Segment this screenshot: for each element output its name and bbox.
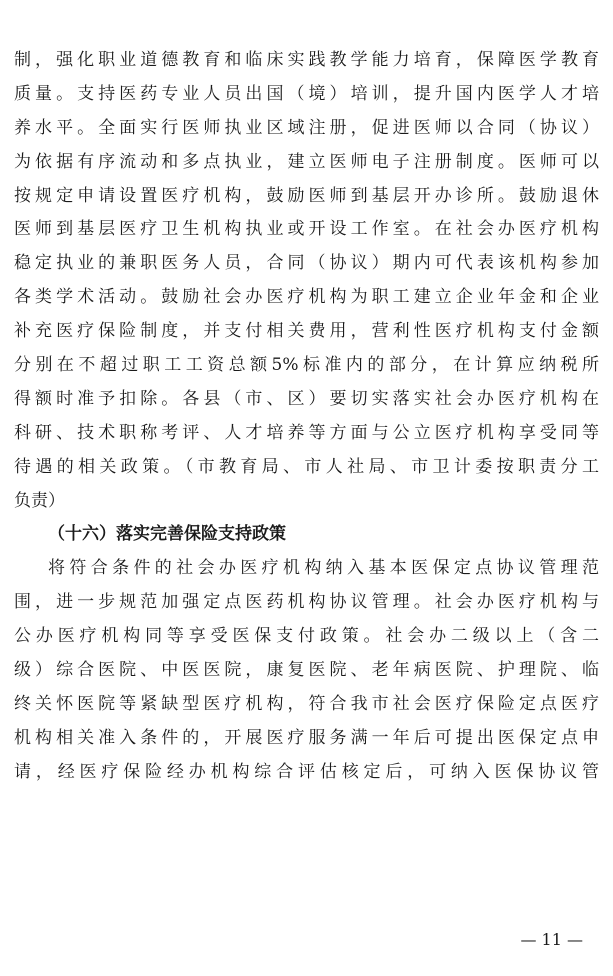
text-line: 围，进一步规范加强定点医药机构协议管理。社会办医疗机构与 xyxy=(14,592,599,613)
text-line: 待遇的相关政策。（市教育局、市人社局、市卫计委按职责分工 xyxy=(14,456,599,477)
text-line: 负责） xyxy=(14,490,65,511)
text-line: 医师到基层医疗卫生机构执业或开设工作室。在社会办医疗机构 xyxy=(14,219,599,240)
paragraph-first-line: 将符合条件的社会办医疗机构纳入基本医保定点协议管理范 xyxy=(48,558,599,579)
text-line: 按规定申请设置医疗机构，鼓励医师到基层开办诊所。鼓励退休 xyxy=(14,185,599,206)
page-number xyxy=(0,928,613,952)
page-number-text: — 11 — xyxy=(520,930,583,949)
text-line: 请，经医疗保险经办机构综合评估核定后，可纳入医保协议管 xyxy=(14,761,599,782)
body-text xyxy=(0,44,613,790)
text-line: 制，强化职业道德教育和临床实践教学能力培育，保障医学教育 xyxy=(14,50,599,70)
text-line: 公办医疗机构同等享受医保支付政策。社会办二级以上（含二 xyxy=(14,626,599,647)
text-line: 科研、技术职称考评、人才培养等方面与公立医疗机构享受同等 xyxy=(14,422,599,443)
text-line: 级）综合医院、中医医院，康复医院、老年病医院、护理院、临 xyxy=(14,660,599,681)
text-line: 得额时准予扣除。各县（市、区）要切实落实社会办医疗机构在 xyxy=(14,388,599,409)
text-line: 各类学术活动。鼓励社会办医疗机构为职工建立企业年金和企业 xyxy=(14,287,599,308)
text-line: 为依据有序流动和多点执业，建立医师电子注册制度。医师可以 xyxy=(14,151,599,172)
text-line: 养水平。全面实行医师执业区域注册，促进医师以合同（协议） xyxy=(14,117,599,138)
text-line: 终关怀医院等紧缺型医疗机构，符合我市社会医疗保险定点医疗 xyxy=(14,693,599,714)
text-line: 稳定执业的兼职医务人员，合同（协议）期内可代表该机构参加 xyxy=(14,253,599,274)
text-line: 补充医疗保险制度，并支付相关费用，营利性医疗机构支付金额 xyxy=(14,321,599,342)
text-line: 机构相关准入条件的，开展医疗服务满一年后可提出医保定点申 xyxy=(14,727,599,748)
section-heading: （十六）落实完善保险支持政策 xyxy=(48,524,286,545)
text-line: 质量。支持医药专业人员出国（境）培训，提升国内医学人才培 xyxy=(14,83,599,104)
text-line: 分别在不超过职工工资总额5%标准内的部分，在计算应纳税所 xyxy=(14,355,599,376)
